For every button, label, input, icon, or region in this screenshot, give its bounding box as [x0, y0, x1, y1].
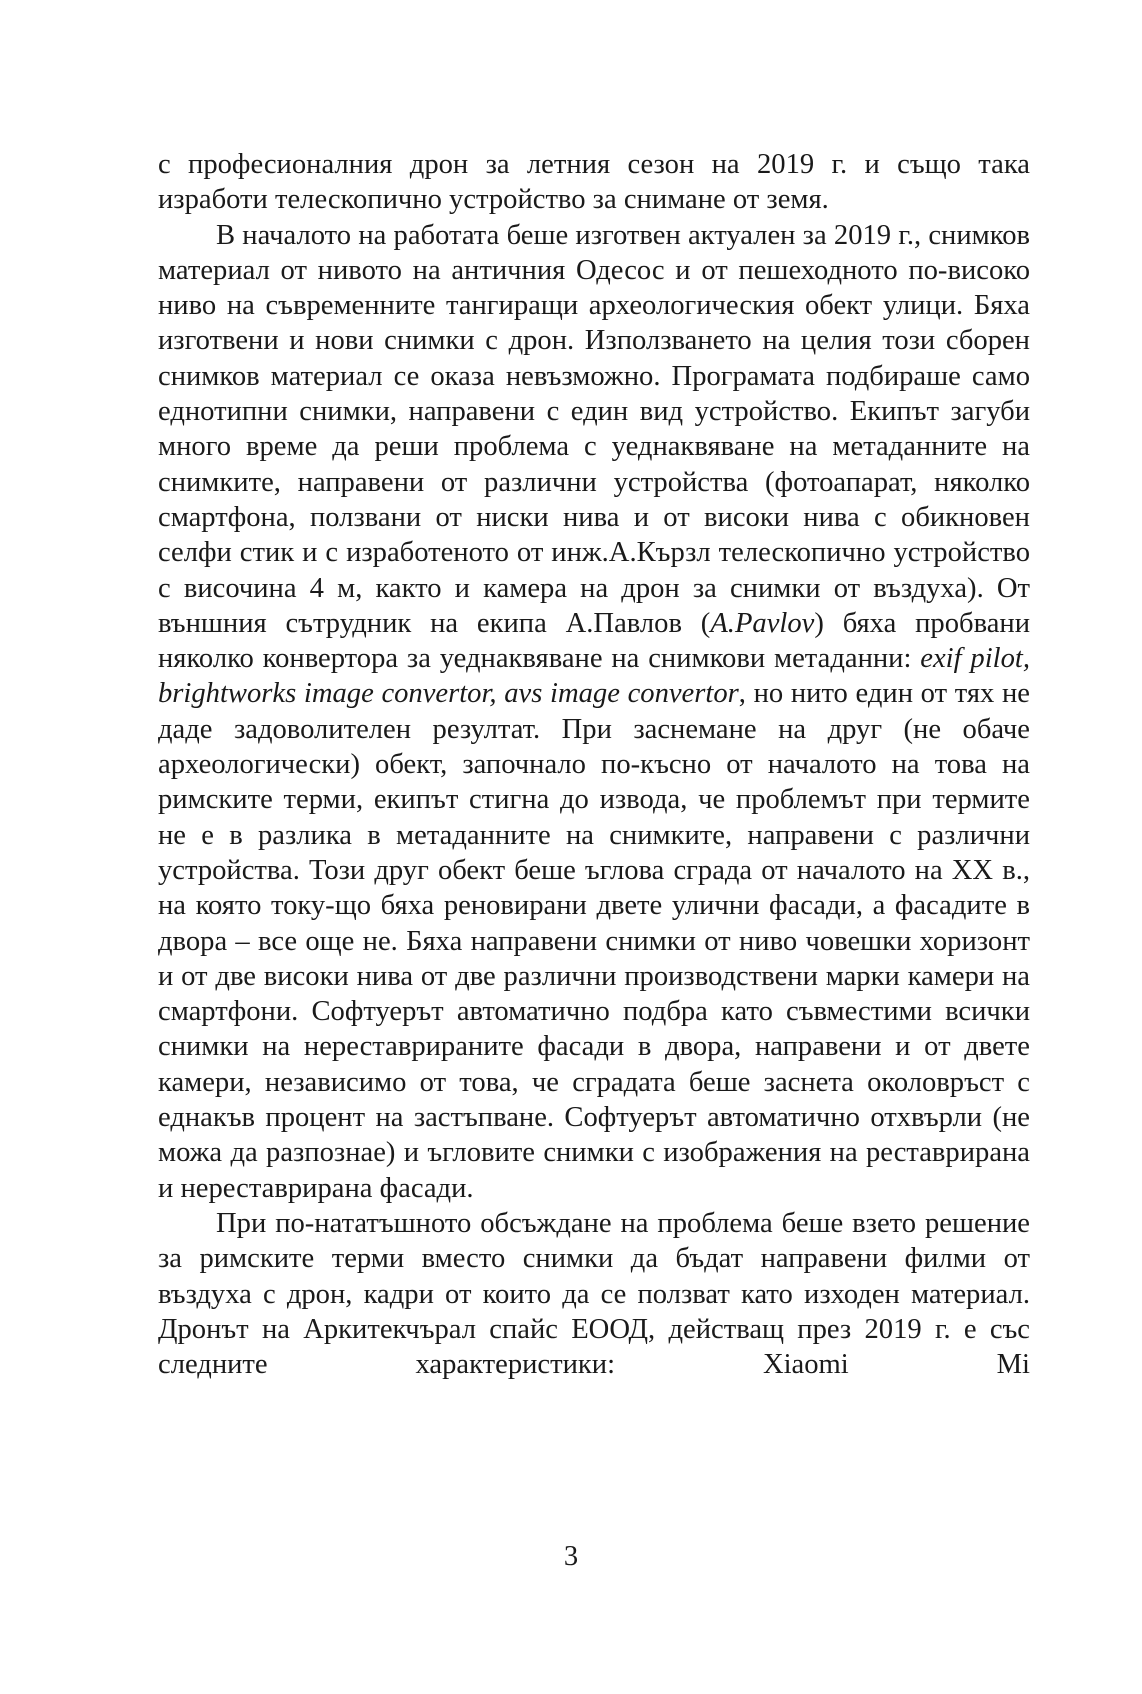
converter-names: exif pilot, brightworks image convertor, avs image convertor	[158, 643, 1031, 710]
paragraph-2-text-b: ) бяха пробвани няколко конвертора за уеднаквяване на снимкови метаданни:	[158, 607, 1030, 675]
document-body	[158, 147, 1030, 1382]
paragraph-2-text-c: , но нито един от тях не даде задоволителен резултат. При заснемане на друг (не обаче археологически) обект, започнало по-късно от началото на това на римските терми, екипът стигна до извода, че проблемът при термите не е в разлика в метаданните на снимките, направени с различни устройства. Този друг обект беше ъглова сграда от началото на XX в., на която току-що бяха реновирани двете улични фасади, а фасадите в двора – все още не. Бяха направени снимки от ниво човешки хоризонт и от две високи нива от две различни производствени марки камери на смартфони. Софтуерът автоматично подбра като съвместими всички снимки на нереставрираните фасади в двора, направени и от двете камери, независимо от това, че сградата беше заснета околовръст с еднакъв процент на застъпване. Софтуерът автоматично отхвърли (не можа да разпознае) и ъгловите снимки с изображения на реставрирана и нереставрирана фасади.	[158, 678, 1030, 1204]
paragraph-3: При по-нататъшното обсъждане на проблема беше взето решение за римските терми вместо снимки да бъдат направени филми от въздуха с дрон, кадри от които да се ползват като изходен материал. Дронът на Аркитекчърал спайс ЕООД, действащ през 2019 г. е със следните характеристики: Xiaomi Mi	[158, 1207, 1030, 1381]
paragraph-2	[158, 218, 1030, 1206]
author-name-latin: A.Pavlov	[710, 607, 815, 639]
paragraph-1: с професионалния дрон за летния сезон на 2019 г. и също така изработи телескопично устройство за снимане от земя.	[158, 149, 1030, 216]
page-number: 3	[563, 1541, 579, 1572]
paragraph-2-text-a: В началото на работата беше изготвен актуален за 2019 г., снимков материал от нивото на античния Одесос и от пешеходното по-високо ниво на съвременните тангиращи археологическия обект улици. Бяха изготвени и нови снимки с дрон. Използването на целия този сборен снимков материал се оказа невъзможно. Програмата подбираше само еднотипни снимки, направени с един вид устройство. Екипът загуби много време да реши проблема с уеднаквяване на метаданните на снимките, направени от различни устройства (фотоапарат, няколко смартфона, ползвани от ниски нива и от високи нива с обикновен селфи стик и с изработеното от инж.А.Кързл телескопично устройство с височина 4 м, както и камера на дрон за снимки от въздуха). От външния сътрудник на екипа А.Павлов (	[158, 219, 1030, 639]
